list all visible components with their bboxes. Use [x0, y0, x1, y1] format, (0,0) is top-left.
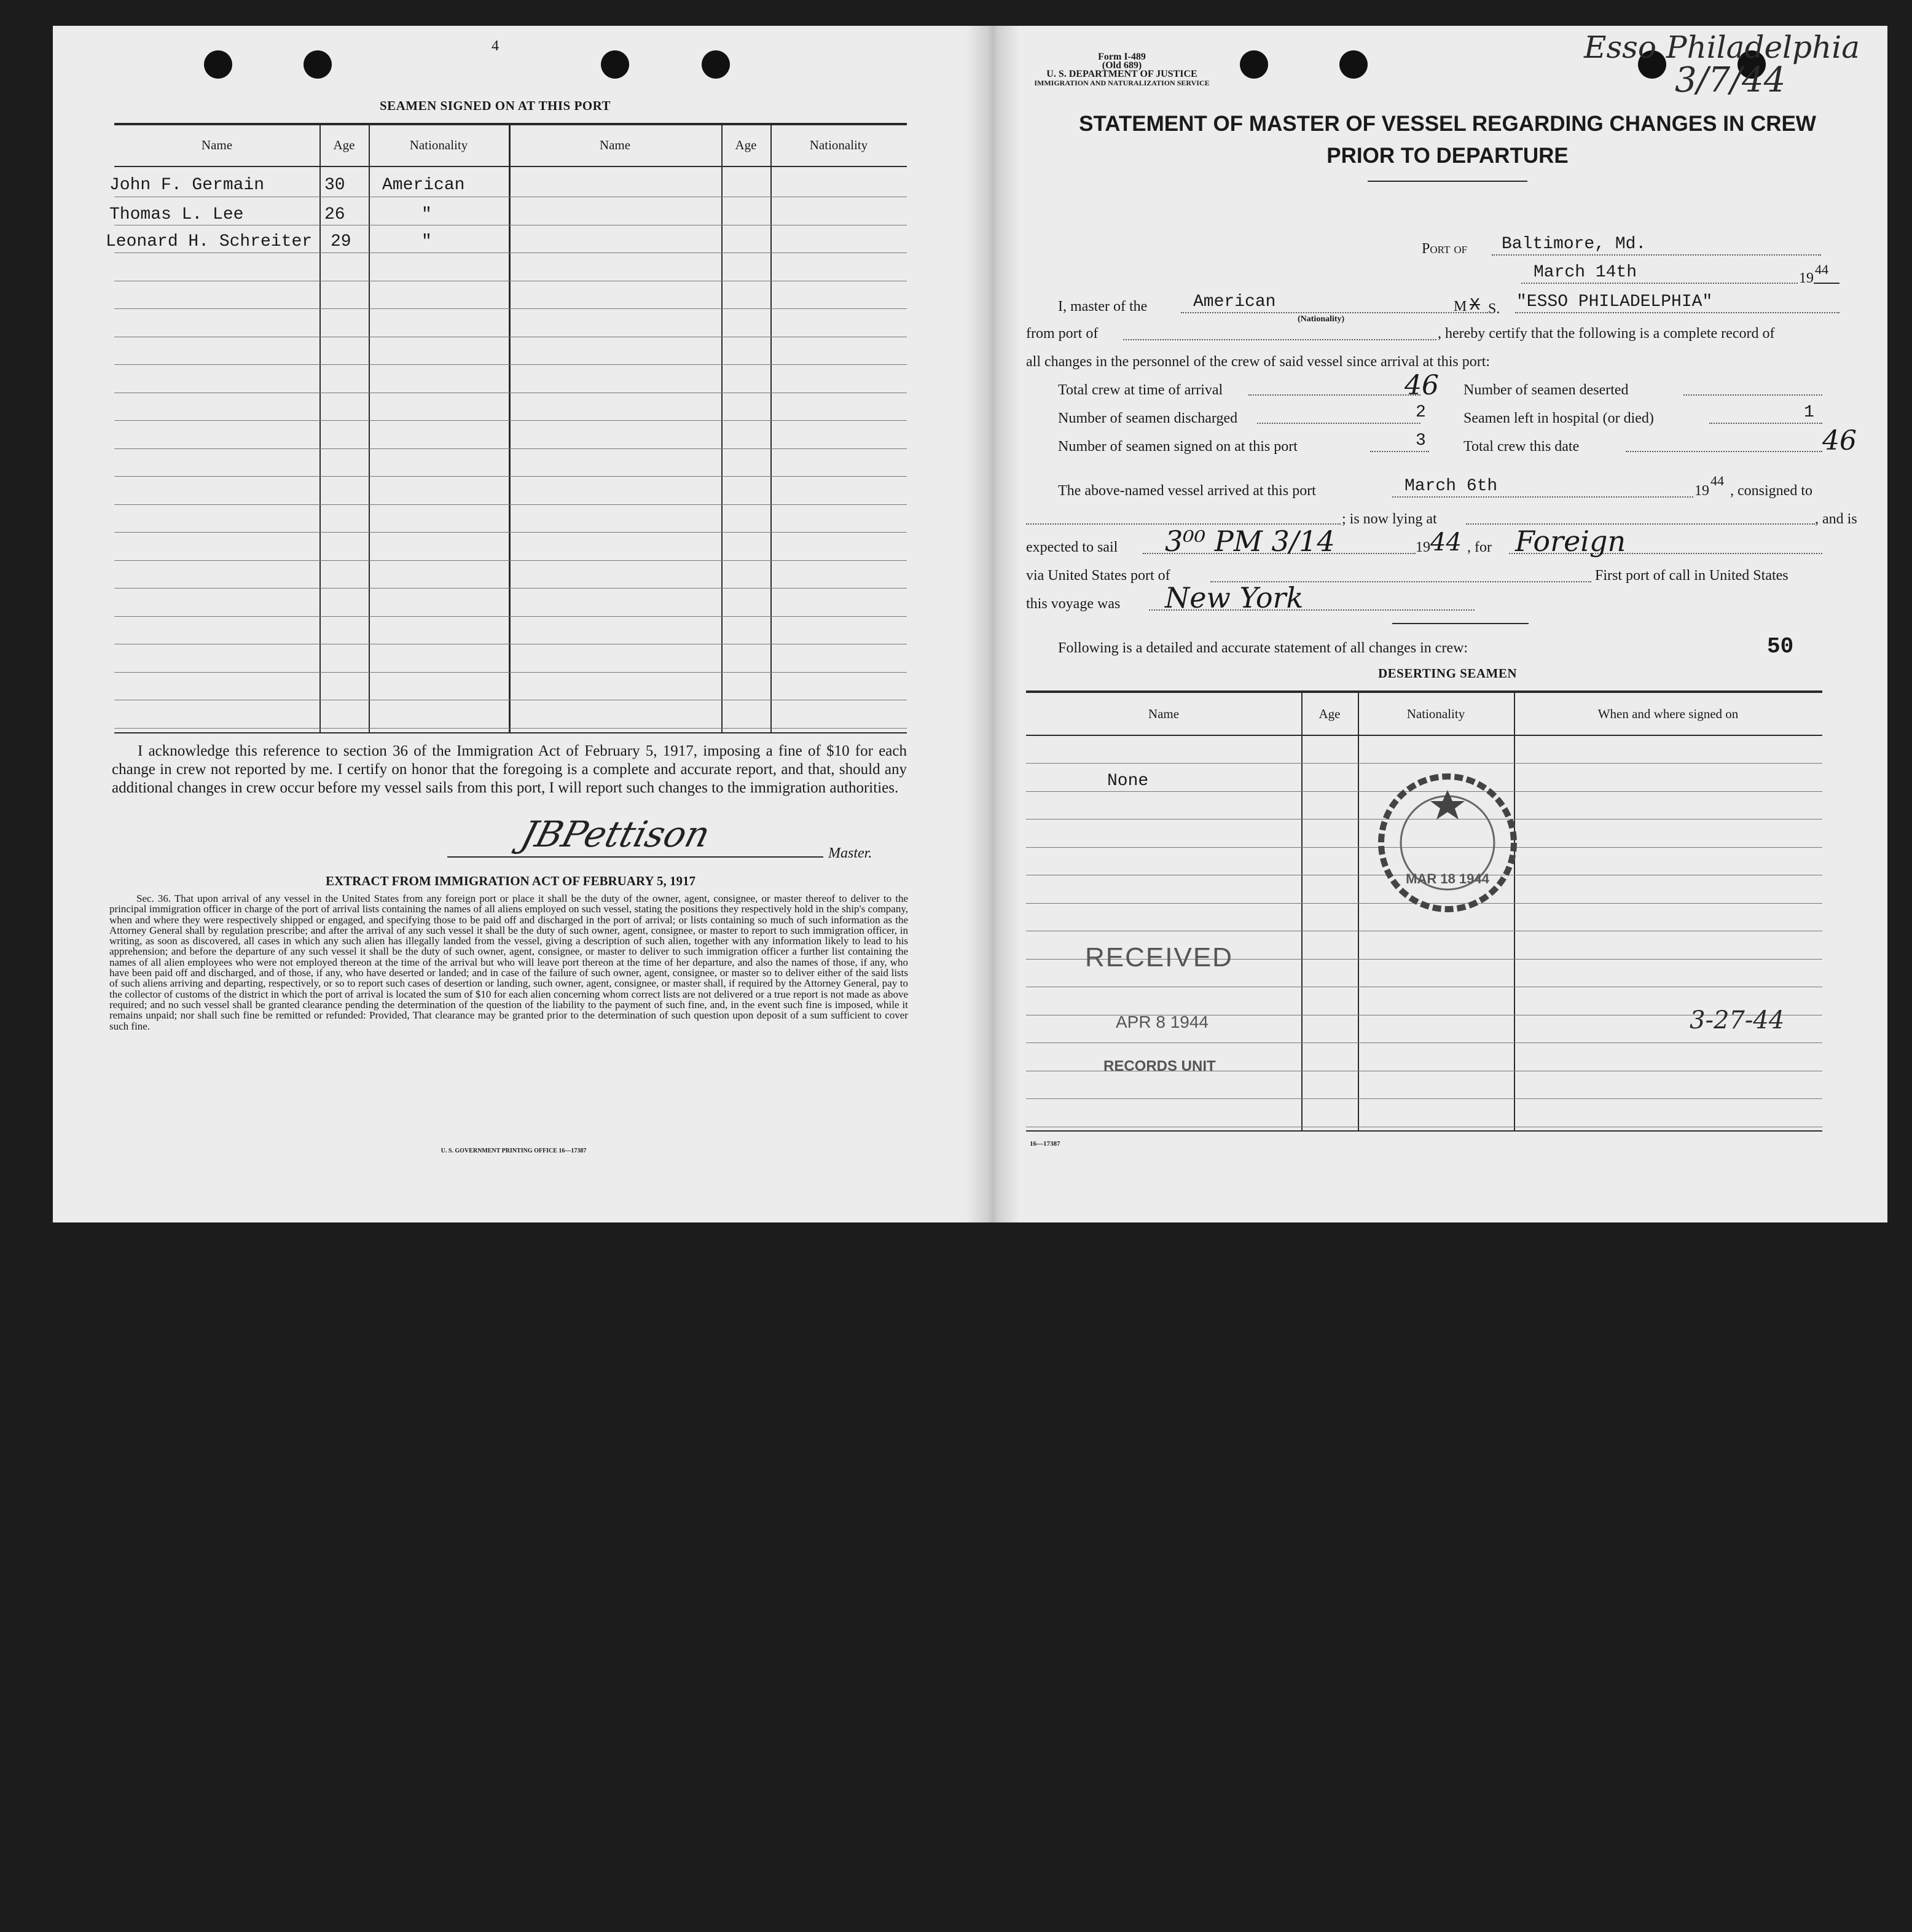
seaman-name: Thomas L. Lee: [109, 205, 244, 224]
vessel-type-strike: X: [1470, 296, 1480, 315]
round-stamp: [1374, 769, 1521, 917]
column-header-signed-on: When and where signed on: [1597, 706, 1739, 721]
expected-year: 44: [1430, 528, 1462, 557]
seaman-name: John F. Germain: [109, 176, 265, 195]
seaman-name: Leonard H. Schreiter: [106, 232, 313, 251]
vessel-name: "ESSO PHILADELPHIA": [1516, 292, 1713, 311]
total-crew-arrival-label: Total crew at time of arrival: [1058, 382, 1223, 398]
changes-text: all changes in the personnel of the crew of said vessel since arrival at this port:: [1026, 354, 1491, 370]
document-sheet: [53, 26, 1887, 1222]
handwritten-date-note: 3/7/44: [1675, 60, 1786, 100]
punch-hole: [702, 50, 730, 79]
first-port-label: First port of call in United States: [1595, 568, 1789, 584]
vessel-type: M: [1454, 299, 1467, 315]
table-rule: [114, 308, 907, 309]
vessel-type-suffix: S.: [1488, 301, 1500, 317]
hospital-value: 1: [1804, 403, 1814, 422]
punch-hole: [601, 50, 629, 79]
table-rule: [114, 728, 907, 729]
for-value: Foreign: [1515, 525, 1626, 558]
table-rule: [1026, 1042, 1822, 1043]
left-page-title: SEAMEN SIGNED ON AT THIS PORT: [379, 98, 611, 113]
seaman-age: 26: [324, 205, 345, 224]
total-crew-date-label: Total crew this date: [1463, 439, 1580, 455]
via-label: via United States port of: [1026, 568, 1170, 584]
seaman-nationality: ": [421, 232, 432, 251]
received-stamp-date: APR 8 1944: [1116, 1012, 1209, 1031]
year-value: 44: [1815, 262, 1828, 277]
for-label: , for: [1467, 539, 1492, 555]
title-rule: [1368, 181, 1527, 182]
department-name: U. S. DEPARTMENT OF JUSTICE: [1046, 69, 1197, 79]
round-stamp-graphic: [1374, 769, 1521, 917]
table-rule: [114, 448, 907, 449]
printer-line: U. S. GOVERNMENT PRINTING OFFICE 16—17387: [441, 1148, 587, 1154]
punch-hole: [1240, 50, 1268, 79]
column-header-name: Name: [1148, 706, 1180, 721]
total-crew-arrival-value: 46: [1405, 370, 1439, 401]
table-rule: [114, 560, 907, 561]
seaman-nationality: American: [382, 176, 465, 195]
column-header-nationality: Nationality: [809, 138, 868, 152]
arrived-year: 44: [1710, 473, 1724, 488]
form-footer: 16—17387: [1030, 1140, 1060, 1148]
deserted-label: Number of seamen deserted: [1463, 382, 1629, 398]
punch-hole: [304, 50, 332, 79]
total-crew-date-value: 46: [1822, 425, 1857, 456]
extract-text: Sec. 36. That upon arrival of any vessel in the United States from any foreign port or place it shall be the duty of the owner, agent, consignee, or master thereof to deliver to the principal immigration officer in charge of the port of arrival lists containing the names of all aliens employed on such vessel, stating the positions they respectively hold in the ship's company, when and where they were respectively shipped or engaged, and specifying those to be paid off and discharged in the port of arrival; or lists containing so much of such information as the Attorney General shall by regulation prescribe; and after the arrival of any such vessel it shall be the duty of such owner, agent, consignee, or master to report to such immigration officer, in writing, as soon as discovered, all cases in which any such alien has illegally landed from the vessel, giving a description of such alien, together with any information likely to lead to his apprehension; and before the departure of any such vessel it shall be the duty of such owner, agent, consignee, or master to deliver to such immigration officer a further list containing the names of all alien employees who were not employed thereon at the time of the arrival but who will leave port thereon at the time of her departure, and also the names of those, if any, who have been paid off and discharged, and of those, if any, who have deserted or landed; and in case of the failure of such owner, agent, consignee, or master so to deliver either of the said lists of such aliens arriving and departing, respectively, or so to report such cases of desertion or landing, such owner, agent, consignee, or master shall, if required by the Attorney General, pay to the collector of customs of the district in which the port of arrival is located the sum of $10 for each alien concerning whom correct lists are not delivered or a true report is not made as above required; and no such vessel shall be granted clearance pending the determination of the question of the liability to the payment of such fine, and, in the event such fine is imposed, while it remains unpaid; nor shall such fine be remitted or refunded: Provided, That clearance may be granted prior to the determination of such question upon deposit of a sum sufficient to cover such fine.: [109, 893, 908, 1032]
service-name: IMMIGRATION AND NATURALIZATION SERVICE: [1034, 79, 1210, 87]
signature-line: [447, 856, 823, 858]
column-header-age: Age: [333, 138, 355, 152]
column-header-nationality: Nationality: [1406, 706, 1465, 721]
discharged-value: 2: [1416, 403, 1426, 422]
form-title-line1: STATEMENT OF MASTER OF VESSEL REGARDING CHANGES IN CREW: [1079, 112, 1816, 136]
deserting-title: DESERTING SEAMEN: [1377, 666, 1518, 681]
nationality-caption: (Nationality): [1298, 315, 1345, 324]
arrived-year-prefix: 19: [1695, 483, 1709, 499]
discharged-label: Number of seamen discharged: [1058, 410, 1238, 426]
column-header-nationality: Nationality: [409, 138, 468, 152]
signed-on-value: 3: [1416, 431, 1426, 450]
form-number: Form I-489: [1098, 52, 1146, 62]
hospital-label: Seamen left in hospital (or died): [1463, 410, 1654, 426]
port-value: Baltimore, Md.: [1502, 235, 1647, 254]
deserting-name: None: [1107, 772, 1149, 791]
received-stamp-title: RECEIVED: [1085, 942, 1233, 972]
form-title: [1048, 108, 1847, 172]
table-rule: [1026, 763, 1822, 764]
table-rule: [114, 420, 907, 421]
column-header-name: Name: [201, 138, 233, 152]
signed-on-label: Number of seamen signed on at this port: [1058, 439, 1298, 455]
consigned-label: , consigned to: [1730, 483, 1812, 499]
seaman-nationality: ": [421, 205, 432, 224]
voyage-label: this voyage was: [1026, 596, 1121, 612]
year-prefix: 19: [1799, 270, 1814, 286]
table-rule: [114, 476, 907, 477]
following-label: Following is a detailed and accurate statement of all changes in crew:: [1058, 640, 1468, 656]
expected-label: expected to sail: [1026, 539, 1118, 555]
table-rule: [114, 616, 907, 617]
column-header-age: Age: [735, 138, 757, 152]
arrived-label: The above-named vessel arrived at this port: [1058, 483, 1316, 499]
punch-hole: [204, 50, 232, 79]
table-rule: [1026, 1098, 1822, 1099]
from-port-label: from port of: [1026, 326, 1099, 342]
seaman-age: 29: [331, 232, 351, 251]
table-rule: [114, 532, 907, 533]
date-value: March 14th: [1534, 263, 1637, 282]
seaman-age: 30: [324, 176, 345, 195]
acknowledgement-text: I acknowledge this reference to section 36 of the Immigration Act of February 5, 1917, imposing a fine of $10 for each change in crew not reported by me. I certify on honor that the foregoing is a complete and accurate report, and that, should any additional changes in crew occur before my vessel sails from this port, I will report such changes to the immigration authorities.: [112, 743, 907, 796]
table-rule: [114, 252, 907, 253]
arrived-value: March 6th: [1405, 477, 1498, 496]
master-signature: JBPettison: [516, 813, 715, 855]
port-label: Port of: [1422, 241, 1468, 257]
center-fold: [966, 26, 1020, 1222]
lying-label: ; is now lying at: [1342, 511, 1437, 527]
certify-text: , hereby certify that the following is a complete record of: [1438, 326, 1775, 342]
margin-number: 50: [1767, 634, 1794, 659]
table-rule: [114, 504, 907, 505]
column-header-age: Age: [1318, 706, 1341, 721]
form-title-line2: PRIOR TO DEPARTURE: [1326, 144, 1569, 168]
page-number: 4: [492, 38, 499, 54]
expected-value: 3⁰⁰ PM 3/14: [1165, 525, 1335, 558]
handwritten-right-note: 3-27-44: [1690, 1006, 1785, 1034]
column-header-name: Name: [599, 138, 631, 152]
nationality-value: American: [1193, 292, 1276, 311]
handwritten-vessel-note: Esso Philadelphia: [1584, 29, 1860, 65]
and-is-label: , and is: [1815, 511, 1857, 527]
form-old-number: (Old 689): [1102, 60, 1142, 71]
table-rule: [114, 364, 907, 365]
master-of-label: I, master of the: [1058, 299, 1148, 315]
expected-year-prefix: 19: [1416, 539, 1430, 555]
table-rule: [114, 672, 907, 673]
extract-title: EXTRACT FROM IMMIGRATION ACT OF FEBRUARY 5, 1917: [325, 874, 696, 888]
round-stamp-date: MAR 18 1944: [1406, 871, 1489, 886]
received-stamp-unit: RECORDS UNIT: [1103, 1058, 1216, 1074]
form-identifier: [1030, 53, 1214, 87]
punch-hole: [1339, 50, 1368, 79]
master-label: Master.: [828, 845, 872, 861]
voyage-value: New York: [1165, 581, 1304, 614]
table-rule: [114, 588, 907, 589]
